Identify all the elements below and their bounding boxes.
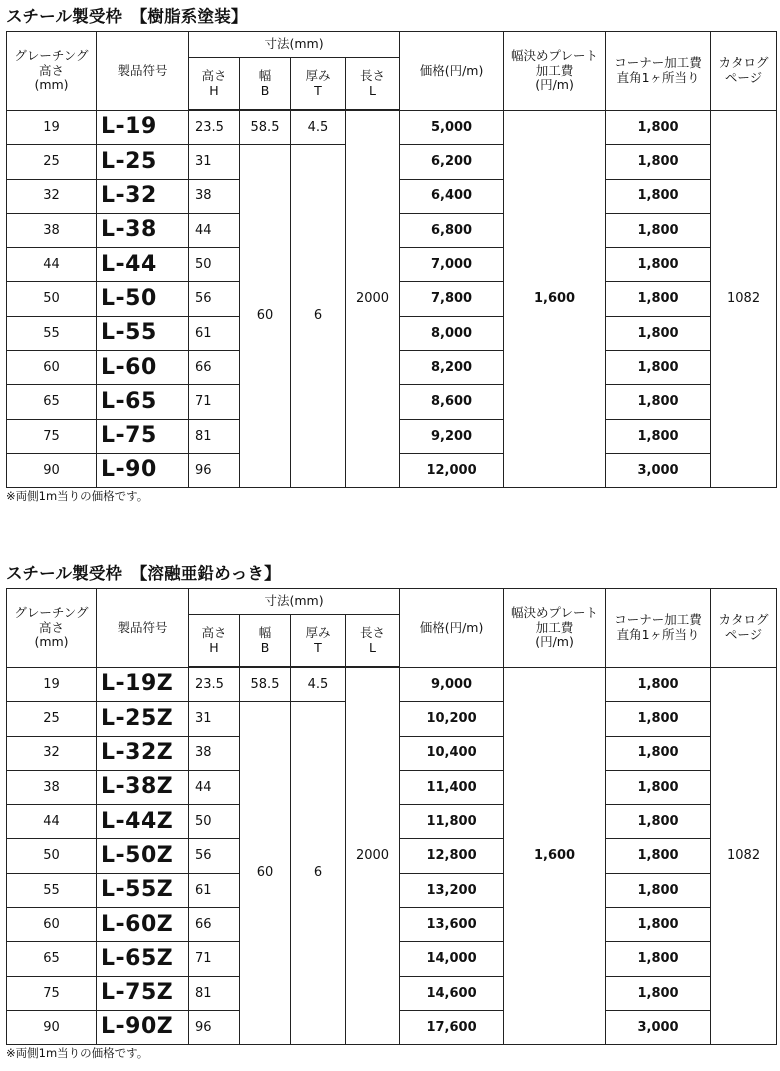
product-code: L-90Z bbox=[97, 1010, 189, 1044]
grating-height: 55 bbox=[7, 316, 97, 350]
corner-fee: 1,800 bbox=[606, 702, 711, 736]
header-grating-height: グレーチング 高さ (mm) bbox=[7, 589, 97, 668]
product-code: L-44Z bbox=[97, 805, 189, 839]
corner-fee: 1,800 bbox=[606, 419, 711, 453]
corner-fee: 1,800 bbox=[606, 908, 711, 942]
price: 10,200 bbox=[400, 702, 504, 736]
grating-height: 38 bbox=[7, 213, 97, 247]
dim-height: 50 bbox=[189, 805, 240, 839]
header-corner-fee: コーナー加工費 直角1ヶ所当り bbox=[606, 589, 711, 668]
price: 14,600 bbox=[400, 976, 504, 1010]
header-grating-height: グレーチング 高さ (mm) bbox=[7, 32, 97, 111]
product-code: L-32 bbox=[97, 179, 189, 213]
header-product-code: 製品符号 bbox=[97, 32, 189, 111]
dim-height: 38 bbox=[189, 179, 240, 213]
price: 13,600 bbox=[400, 908, 504, 942]
catalog-page: 1082 bbox=[711, 110, 777, 488]
dim-height: 56 bbox=[189, 282, 240, 316]
grating-height: 90 bbox=[7, 453, 97, 487]
price: 11,400 bbox=[400, 770, 504, 804]
dim-height: 44 bbox=[189, 770, 240, 804]
header-dimensions: 寸法(mm) bbox=[189, 32, 400, 58]
header-catalog-page: カタログ ページ bbox=[711, 32, 777, 111]
grating-height: 75 bbox=[7, 976, 97, 1010]
dim-length: 2000 bbox=[346, 110, 400, 488]
dim-thickness: 6 bbox=[291, 145, 346, 488]
grating-height: 19 bbox=[7, 667, 97, 702]
corner-fee: 1,800 bbox=[606, 839, 711, 873]
header-length: 長さ L bbox=[346, 615, 400, 668]
price: 8,200 bbox=[400, 351, 504, 385]
dim-height: 96 bbox=[189, 1010, 240, 1044]
product-code: L-65Z bbox=[97, 942, 189, 976]
dim-height: 81 bbox=[189, 976, 240, 1010]
product-code: L-60Z bbox=[97, 908, 189, 942]
product-code: L-75 bbox=[97, 419, 189, 453]
product-code: L-55 bbox=[97, 316, 189, 350]
section-title: スチール製受枠 【樹脂系塗装】 bbox=[6, 7, 248, 26]
corner-fee: 1,800 bbox=[606, 145, 711, 179]
dim-height: 31 bbox=[189, 145, 240, 179]
grating-height: 60 bbox=[7, 351, 97, 385]
grating-height: 38 bbox=[7, 770, 97, 804]
corner-fee: 1,800 bbox=[606, 179, 711, 213]
price: 6,400 bbox=[400, 179, 504, 213]
header-thickness: 厚み T bbox=[291, 58, 346, 111]
dim-thickness: 4.5 bbox=[291, 667, 346, 702]
grating-height: 60 bbox=[7, 908, 97, 942]
price: 17,600 bbox=[400, 1010, 504, 1044]
footnote: ※両側1m当りの価格です。 bbox=[6, 1046, 149, 1060]
product-code: L-38 bbox=[97, 213, 189, 247]
dim-height: 71 bbox=[189, 385, 240, 419]
grating-height: 55 bbox=[7, 873, 97, 907]
corner-fee: 1,800 bbox=[606, 110, 711, 145]
product-code: L-60 bbox=[97, 351, 189, 385]
grating-height: 32 bbox=[7, 736, 97, 770]
grating-height: 19 bbox=[7, 110, 97, 145]
header-height: 高さ H bbox=[189, 615, 240, 668]
catalog-page: 1082 bbox=[711, 667, 777, 1045]
dim-width: 60 bbox=[240, 145, 291, 488]
header-plate-fee: 幅決めプレート 加工費 (円/m) bbox=[504, 32, 606, 111]
header-corner-fee: コーナー加工費 直角1ヶ所当り bbox=[606, 32, 711, 111]
price: 10,400 bbox=[400, 736, 504, 770]
dim-height: 23.5 bbox=[189, 110, 240, 145]
product-code: L-19Z bbox=[97, 667, 189, 702]
table-row bbox=[7, 667, 777, 702]
dim-height: 56 bbox=[189, 839, 240, 873]
table-row bbox=[7, 110, 777, 145]
grating-height: 44 bbox=[7, 248, 97, 282]
corner-fee: 3,000 bbox=[606, 453, 711, 487]
dim-height: 61 bbox=[189, 873, 240, 907]
header-plate-fee: 幅決めプレート 加工費 (円/m) bbox=[504, 589, 606, 668]
corner-fee: 1,800 bbox=[606, 316, 711, 350]
footnote: ※両側1m当りの価格です。 bbox=[6, 489, 149, 503]
grating-height: 50 bbox=[7, 839, 97, 873]
price: 11,800 bbox=[400, 805, 504, 839]
price: 5,000 bbox=[400, 110, 504, 145]
grating-height: 75 bbox=[7, 419, 97, 453]
corner-fee: 1,800 bbox=[606, 282, 711, 316]
dim-width: 60 bbox=[240, 702, 291, 1045]
header-width: 幅 B bbox=[240, 58, 291, 111]
plate-fee: 1,600 bbox=[504, 667, 606, 1045]
price: 8,600 bbox=[400, 385, 504, 419]
header-thickness: 厚み T bbox=[291, 615, 346, 668]
product-code: L-19 bbox=[97, 110, 189, 145]
price: 13,200 bbox=[400, 873, 504, 907]
header-product-code: 製品符号 bbox=[97, 589, 189, 668]
grating-height: 90 bbox=[7, 1010, 97, 1044]
dim-height: 66 bbox=[189, 351, 240, 385]
dim-width: 58.5 bbox=[240, 667, 291, 702]
price: 9,000 bbox=[400, 667, 504, 702]
corner-fee: 1,800 bbox=[606, 667, 711, 702]
product-code: L-44 bbox=[97, 248, 189, 282]
grating-height: 65 bbox=[7, 942, 97, 976]
dim-height: 38 bbox=[189, 736, 240, 770]
dim-height: 31 bbox=[189, 702, 240, 736]
header-width: 幅 B bbox=[240, 615, 291, 668]
product-code: L-25Z bbox=[97, 702, 189, 736]
header-length: 長さ L bbox=[346, 58, 400, 111]
price: 9,200 bbox=[400, 419, 504, 453]
price: 7,000 bbox=[400, 248, 504, 282]
spec-table bbox=[6, 588, 777, 1045]
corner-fee: 1,800 bbox=[606, 351, 711, 385]
price: 6,200 bbox=[400, 145, 504, 179]
product-code: L-50 bbox=[97, 282, 189, 316]
corner-fee: 1,800 bbox=[606, 805, 711, 839]
corner-fee: 1,800 bbox=[606, 976, 711, 1010]
corner-fee: 1,800 bbox=[606, 736, 711, 770]
product-code: L-75Z bbox=[97, 976, 189, 1010]
grating-height: 32 bbox=[7, 179, 97, 213]
price: 12,000 bbox=[400, 453, 504, 487]
dim-thickness: 6 bbox=[291, 702, 346, 1045]
corner-fee: 1,800 bbox=[606, 248, 711, 282]
dim-length: 2000 bbox=[346, 667, 400, 1045]
corner-fee: 1,800 bbox=[606, 873, 711, 907]
grating-height: 25 bbox=[7, 702, 97, 736]
dim-height: 61 bbox=[189, 316, 240, 350]
header-price: 価格(円/m) bbox=[400, 32, 504, 111]
price: 7,800 bbox=[400, 282, 504, 316]
corner-fee: 1,800 bbox=[606, 942, 711, 976]
spec-table bbox=[6, 31, 777, 488]
section-title: スチール製受枠 【溶融亜鉛めっき】 bbox=[6, 564, 281, 583]
product-code: L-32Z bbox=[97, 736, 189, 770]
grating-height: 50 bbox=[7, 282, 97, 316]
dim-height: 23.5 bbox=[189, 667, 240, 702]
dim-thickness: 4.5 bbox=[291, 110, 346, 145]
header-height: 高さ H bbox=[189, 58, 240, 111]
corner-fee: 1,800 bbox=[606, 385, 711, 419]
product-code: L-25 bbox=[97, 145, 189, 179]
dim-height: 81 bbox=[189, 419, 240, 453]
dim-height: 96 bbox=[189, 453, 240, 487]
corner-fee: 1,800 bbox=[606, 770, 711, 804]
product-code: L-38Z bbox=[97, 770, 189, 804]
grating-height: 44 bbox=[7, 805, 97, 839]
grating-height: 65 bbox=[7, 385, 97, 419]
header-catalog-page: カタログ ページ bbox=[711, 589, 777, 668]
header-price: 価格(円/m) bbox=[400, 589, 504, 668]
dim-height: 71 bbox=[189, 942, 240, 976]
price: 12,800 bbox=[400, 839, 504, 873]
price: 14,000 bbox=[400, 942, 504, 976]
corner-fee: 1,800 bbox=[606, 213, 711, 247]
product-code: L-55Z bbox=[97, 873, 189, 907]
dim-height: 66 bbox=[189, 908, 240, 942]
dim-height: 44 bbox=[189, 213, 240, 247]
price: 6,800 bbox=[400, 213, 504, 247]
product-code: L-50Z bbox=[97, 839, 189, 873]
grating-height: 25 bbox=[7, 145, 97, 179]
dim-width: 58.5 bbox=[240, 110, 291, 145]
product-code: L-90 bbox=[97, 453, 189, 487]
header-dimensions: 寸法(mm) bbox=[189, 589, 400, 615]
dim-height: 50 bbox=[189, 248, 240, 282]
product-code: L-65 bbox=[97, 385, 189, 419]
corner-fee: 3,000 bbox=[606, 1010, 711, 1044]
plate-fee: 1,600 bbox=[504, 110, 606, 488]
price: 8,000 bbox=[400, 316, 504, 350]
